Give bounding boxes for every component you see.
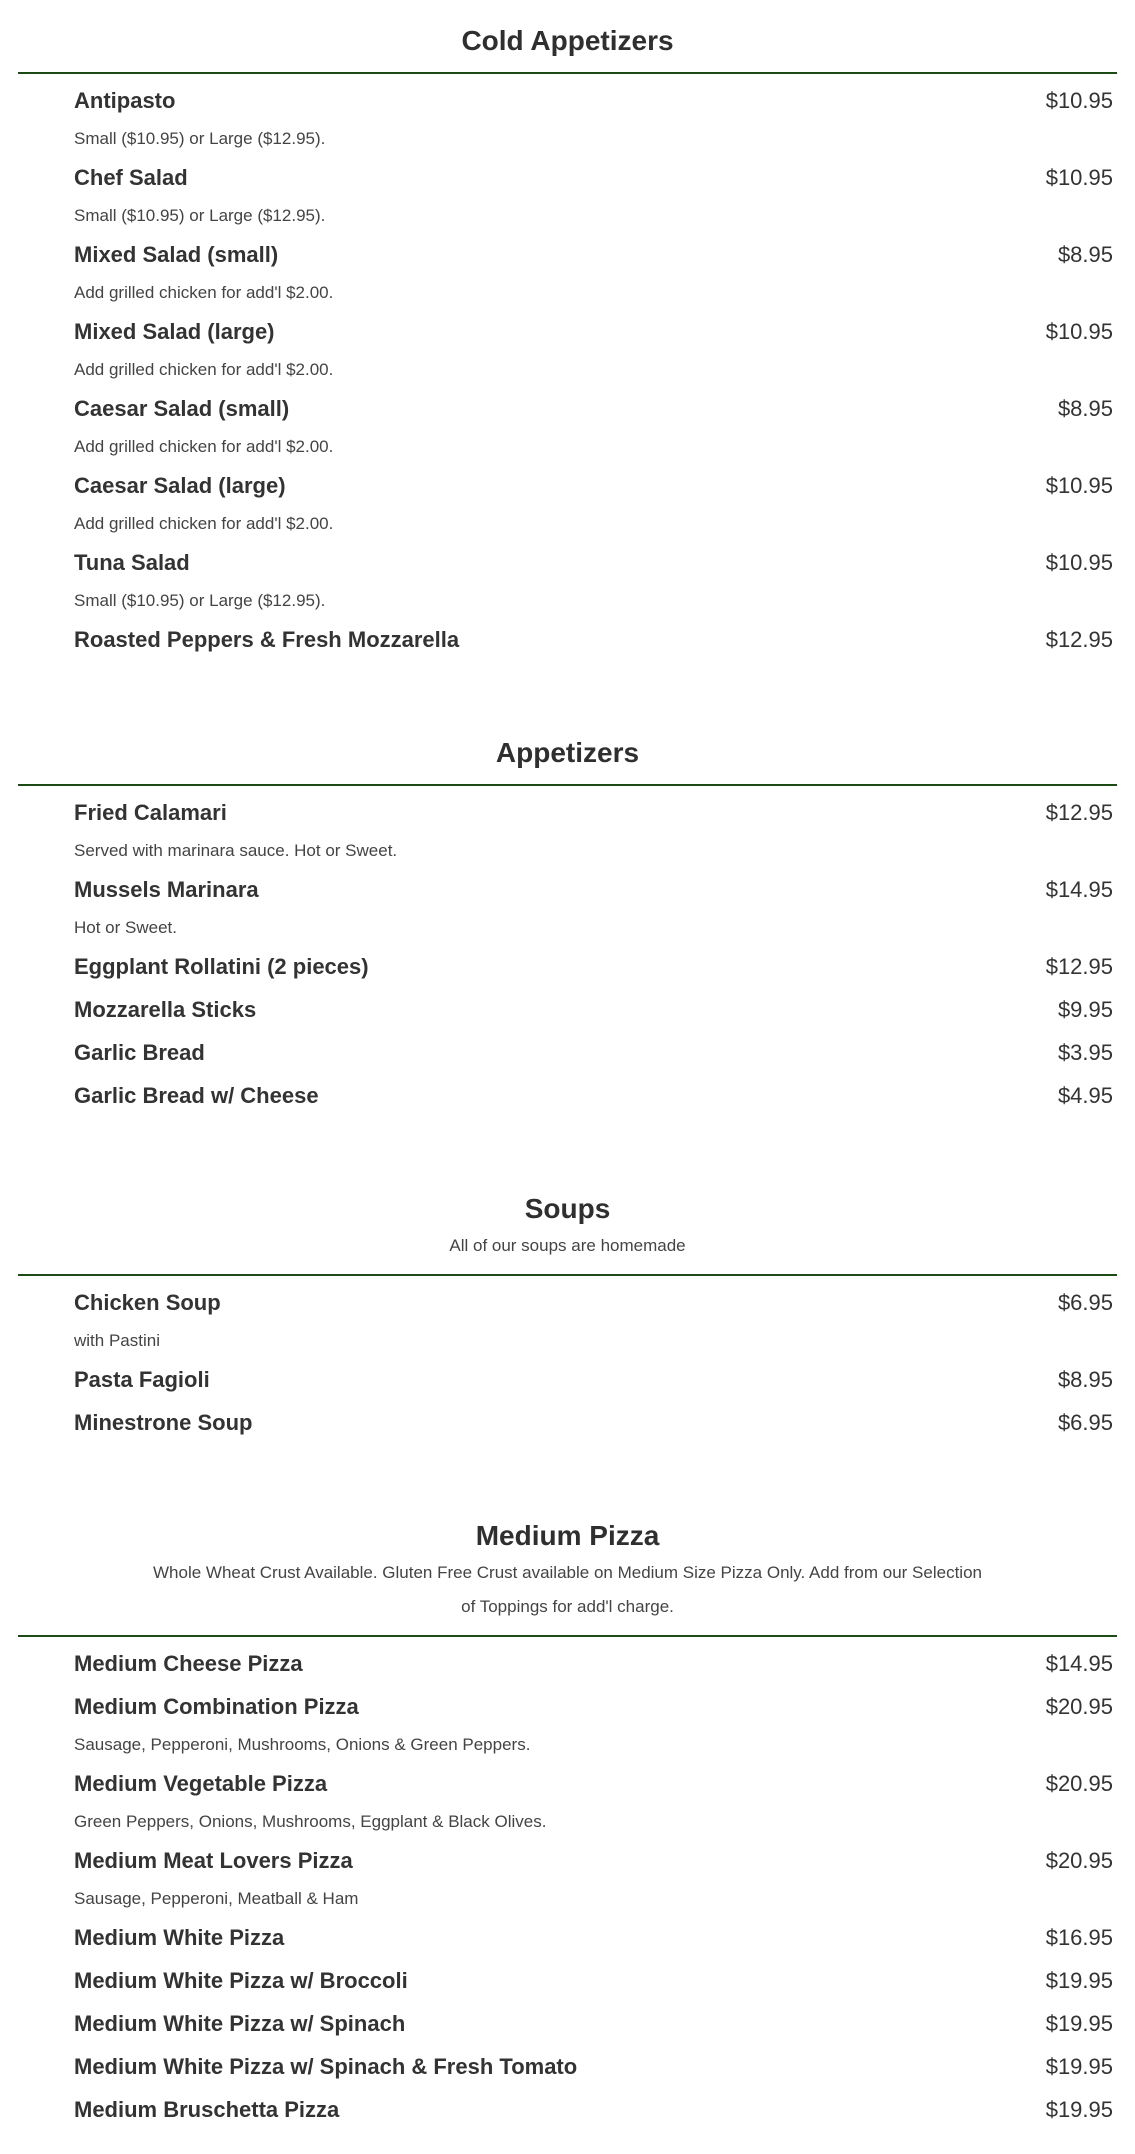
item-description: Small ($10.95) or Large ($12.95). [74,129,326,148]
item-name: Fried Calamari [74,799,227,825]
menu-section [0,1516,1135,2131]
section-title: Medium Pizza [475,1520,660,1551]
item-description: Sausage, Pepperoni, Meatball & Ham [74,1889,359,1908]
section-subtitle: All of our soups are homemade [449,1236,686,1255]
menu-items [0,1276,1135,1444]
menu-item-row [74,868,1113,911]
section-header [0,733,1135,773]
item-name: Tuna Salad [74,549,190,575]
menu-item[interactable] [74,2045,1113,2088]
item-name: Eggplant Rollatini (2 pieces) [74,953,369,979]
item-name: Medium Cheese Pizza [74,1650,303,1676]
item-price: $14.95 [1045,876,1113,902]
menu-section [0,21,1135,661]
menu-item-row [74,618,1113,661]
item-name: Garlic Bread w/ Cheese [74,1082,319,1108]
menu-item-row [74,2088,1113,2131]
menu-item[interactable] [74,988,1113,1031]
menu-item[interactable] [74,868,1113,945]
item-price: $12.95 [1045,626,1113,652]
item-name: Medium Vegetable Pizza [74,1770,328,1796]
menu-item[interactable] [74,2002,1113,2045]
menu-item-row [74,387,1113,430]
item-price: $10.95 [1045,549,1113,575]
menu-item[interactable] [74,233,1113,310]
menu-item[interactable] [74,79,1113,156]
item-name: Medium White Pizza w/ Spinach [74,2010,406,2036]
item-description: Small ($10.95) or Large ($12.95). [74,206,326,225]
menu-item-row [74,2045,1113,2088]
menu-item-row [74,945,1113,988]
item-name: Caesar Salad (small) [74,395,290,421]
menu-item-row [74,1358,1113,1401]
item-name: Chicken Soup [74,1289,221,1315]
menu-item[interactable] [74,464,1113,541]
item-name: Medium Combination Pizza [74,1693,359,1719]
item-price: $19.95 [1045,1967,1113,1993]
menu-item-row [74,988,1113,1031]
item-price: $20.95 [1045,1693,1113,1719]
menu-item[interactable] [74,1959,1113,2002]
section-title: Cold Appetizers [461,25,674,56]
item-price: $20.95 [1045,1770,1113,1796]
menu-item-row [74,1031,1113,1074]
menu-item-row [74,1959,1113,2002]
item-price: $19.95 [1045,2053,1113,2079]
item-description: Green Peppers, Onions, Mushrooms, Eggplant & Black Olives. [74,1812,547,1831]
item-name: Caesar Salad (large) [74,472,286,498]
item-name: Medium White Pizza w/ Spinach & Fresh Tomato [74,2053,578,2079]
item-description: Served with marinara sauce. Hot or Sweet. [74,841,398,860]
item-price: $19.95 [1045,2010,1113,2036]
item-description: Add grilled chicken for add'l $2.00. [74,360,334,379]
menu-item-row [74,1916,1113,1959]
item-name: Garlic Bread [74,1039,205,1065]
item-price: $6.95 [1057,1289,1113,1315]
section-header [0,1189,1135,1263]
item-name: Medium White Pizza w/ Broccoli [74,1967,408,1993]
menu-item[interactable] [74,541,1113,618]
item-description: Hot or Sweet. [74,918,177,937]
item-name: Roasted Peppers & Fresh Mozzarella [74,626,460,652]
menu-section [0,733,1135,1117]
item-name: Mozzarella Sticks [74,996,257,1022]
item-price: $16.95 [1045,1924,1113,1950]
menu-item-row [74,1074,1113,1117]
item-name: Medium White Pizza [74,1924,285,1950]
item-price: $4.95 [1057,1082,1113,1108]
item-price: $8.95 [1057,1366,1113,1392]
item-price: $8.95 [1057,395,1113,421]
menu-item[interactable] [74,1762,1113,1839]
menu-items [0,786,1135,1117]
item-name: Minestrone Soup [74,1409,253,1435]
menu-item-row [74,1839,1113,1882]
menu-items [0,1637,1135,2131]
menu-item-row [74,1281,1113,1324]
menu-item[interactable] [74,387,1113,464]
menu-item[interactable] [74,1916,1113,1959]
item-description: with Pastini [74,1331,160,1350]
item-name: Chef Salad [74,164,188,190]
section-header [0,21,1135,61]
menu-item[interactable] [74,1031,1113,1074]
menu-item-row [74,791,1113,834]
section-title: Appetizers [495,737,640,768]
section-subtitle: Whole Wheat Crust Available. Gluten Free Crust available on Medium Size Pizza Only. Add from our Selection of Toppings for add'l charge. [153,1563,982,1616]
menu-item-row [74,233,1113,276]
item-price: $3.95 [1057,1039,1113,1065]
item-price: $10.95 [1045,164,1113,190]
menu-item[interactable] [74,1074,1113,1117]
item-name: Pasta Fagioli [74,1366,210,1392]
item-name: Mussels Marinara [74,876,259,902]
item-name: Mixed Salad (large) [74,318,275,344]
item-price: $9.95 [1057,996,1113,1022]
menu-item-row [74,1401,1113,1444]
item-price: $10.95 [1045,472,1113,498]
item-description: Small ($10.95) or Large ($12.95). [74,591,326,610]
item-description: Sausage, Pepperoni, Mushrooms, Onions & Green Peppers. [74,1735,531,1754]
menu-section [0,1189,1135,1444]
menu-item-row [74,79,1113,122]
menu-item[interactable] [74,1281,1113,1358]
menu-item-row [74,464,1113,507]
item-price: $19.95 [1045,2096,1113,2122]
item-price: $12.95 [1045,799,1113,825]
menu-item[interactable] [74,791,1113,868]
item-price: $10.95 [1045,318,1113,344]
menu-item-row [74,1762,1113,1805]
menu-item-row [74,310,1113,353]
item-description: Add grilled chicken for add'l $2.00. [74,283,334,302]
menu-item-row [74,156,1113,199]
item-description: Add grilled chicken for add'l $2.00. [74,514,334,533]
menu-item-row [74,541,1113,584]
section-header [0,1516,1135,1624]
menu-item-row [74,2002,1113,2045]
item-price: $6.95 [1057,1409,1113,1435]
menu-item[interactable] [74,156,1113,233]
menu-item[interactable] [74,1358,1113,1401]
item-price: $14.95 [1045,1650,1113,1676]
item-price: $20.95 [1045,1847,1113,1873]
menu-item[interactable] [74,310,1113,387]
menu-item[interactable] [74,945,1113,988]
item-price: $8.95 [1057,241,1113,267]
menu-items [0,74,1135,661]
menu-item[interactable] [74,1642,1113,1685]
menu-item[interactable] [74,1839,1113,1916]
menu-item[interactable] [74,2088,1113,2131]
item-name: Medium Meat Lovers Pizza [74,1847,353,1873]
item-name: Antipasto [74,87,176,113]
item-price: $10.95 [1045,87,1113,113]
item-price: $12.95 [1045,953,1113,979]
menu-item-row [74,1685,1113,1728]
menu-item[interactable] [74,1401,1113,1444]
section-title: Soups [524,1193,611,1224]
menu-item-row [74,1642,1113,1685]
menu-item[interactable] [74,1685,1113,1762]
item-description: Add grilled chicken for add'l $2.00. [74,437,334,456]
menu-item[interactable] [74,618,1113,661]
item-name: Medium Bruschetta Pizza [74,2096,340,2122]
item-name: Mixed Salad (small) [74,241,279,267]
